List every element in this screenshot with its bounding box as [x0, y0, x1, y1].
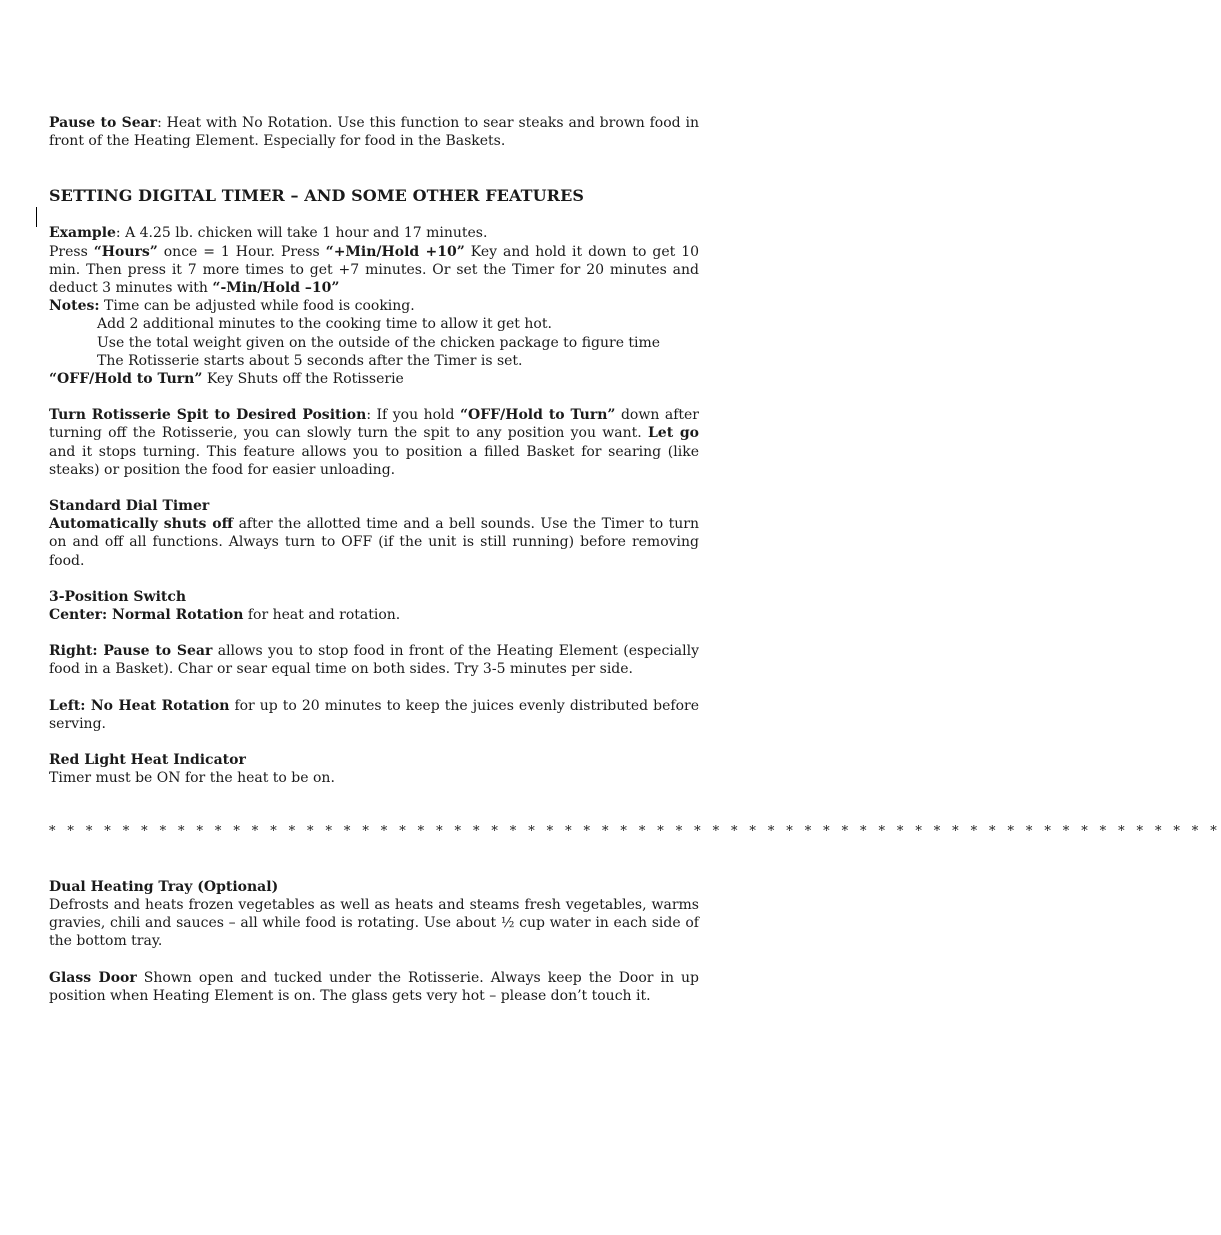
off-key-paragraph: “OFF/Hold to Turn” Key Shuts off the Rotisserie: [49, 371, 404, 388]
notes-item: Use the total weight given on the outside of the chicken package to figure time: [97, 334, 661, 351]
notes-paragraph: Notes: Time can be adjusted while food is cooking.: [49, 298, 415, 315]
text-cursor: [36, 207, 37, 227]
dial-timer-title: Standard Dial Timer: [49, 498, 210, 515]
switch-left-paragraph: Left: No Heat Rotation for up to 20 minutes to keep the juices evenly distributed before serving.: [49, 697, 699, 732]
document-page: [49, 114, 1221, 1005]
switch-title: 3-Position Switch: [49, 588, 187, 605]
switch-right-paragraph: Right: Pause to Sear allows you to stop food in front of the Heating Element (especially food in a Basket). Char or sear equal time on both sides. Try 3-5 minutes per side.: [49, 643, 699, 678]
turn-spit-paragraph: Turn Rotisserie Spit to Desired Position: If you hold “OFF/Hold to Turn” down after turning off the Rotisserie, you can slowly turn the spit to any position you want. Let go and it stops turning. This feature allows you to position a filled Basket for searing (like steaks) or position the food for easier unloading.: [49, 407, 699, 478]
glass-door-paragraph: Glass Door Shown open and tucked under the Rotisserie. Always keep the Door in up position when Heating Element is on. The glass gets very hot – please don’t touch it.: [49, 969, 699, 1004]
heating-tray-title: Dual Heating Tray (Optional): [49, 878, 279, 895]
red-light-paragraph: Timer must be ON for the heat to be on.: [49, 770, 335, 787]
pause-to-sear-paragraph: Pause to Sear: Heat with No Rotation. Use this function to sear steaks and brown food in front of the Heating Element. Especially for food in the Baskets.: [49, 115, 699, 150]
dial-timer-paragraph: Automatically shuts off after the allotted time and a bell sounds. Use the Timer to turn on and off all functions. Always turn to OFF (if the unit is still running) before removing food.: [49, 516, 699, 569]
separator: * * * * * * * * * * * * * * * * * * * * * * * * * * * * * * * * * * * * * * * * * * * * * * * * * * * * * * * * * * * * * * * *: [49, 824, 1221, 840]
heating-tray-paragraph: Defrosts and heats frozen vegetables as well as heats and steams fresh vegetables, warms gravies, chili and sauces – all while food is rotating. Use about ½ cup water in each side of the bottom tray.: [49, 896, 699, 950]
notes-item: The Rotisserie starts about 5 seconds after the Timer is set.: [97, 352, 523, 369]
red-light-title: Red Light Heat Indicator: [49, 752, 246, 769]
pause-to-sear-label: Pause to Sear: [49, 115, 158, 131]
switch-center-paragraph: Center: Normal Rotation for heat and rotation.: [49, 607, 401, 624]
section-heading: SETTING DIGITAL TIMER – AND SOME OTHER FEATURES: [49, 186, 585, 206]
notes-item: Add 2 additional minutes to the cooking time to allow it get hot.: [97, 316, 552, 333]
example-paragraph: Example: A 4.25 lb. chicken will take 1 hour and 17 minutes.: [49, 225, 488, 242]
press-paragraph: Press “Hours” once = 1 Hour. Press “+Min/Hold +10” Key and hold it down to get 10 min. Then press it 7 more times to get +7 minutes. Or set the Timer for 20 minutes and deduct 3 minutes with “-Min/Hold –10”: [49, 243, 700, 297]
